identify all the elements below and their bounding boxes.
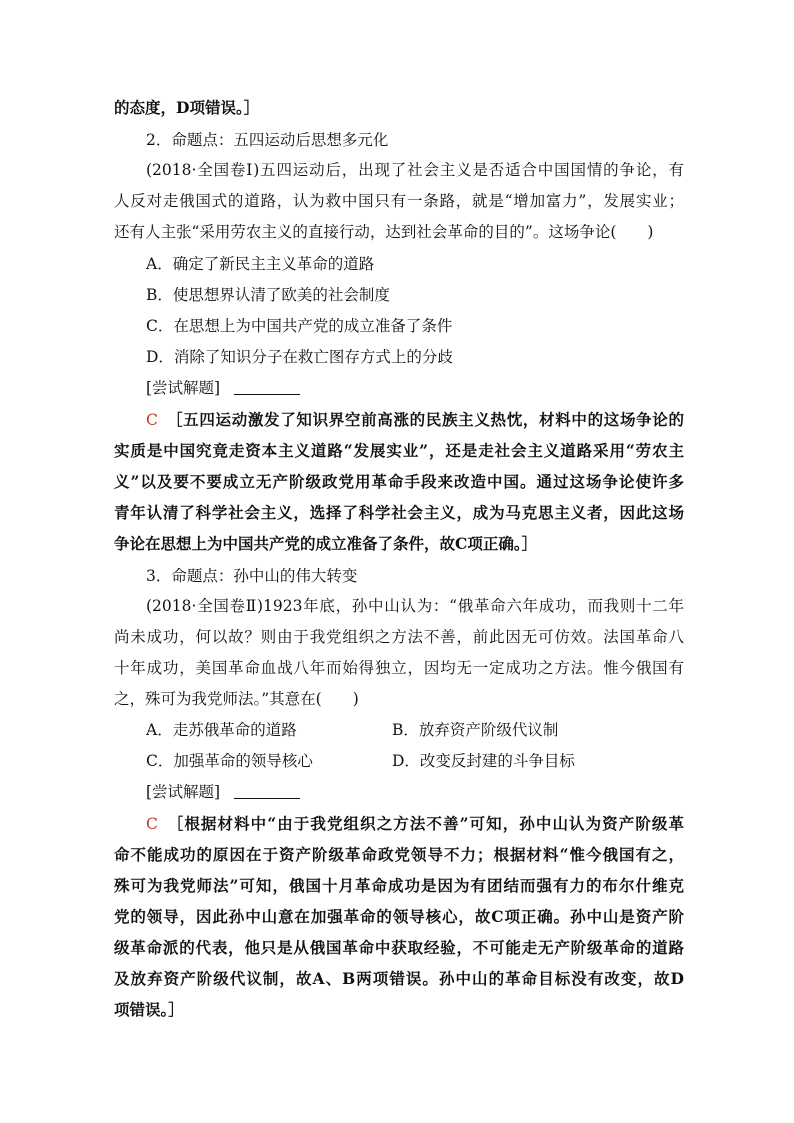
q3-answer-letter: C (146, 815, 158, 833)
q3-stem-line: 之，殊可为我党师法。”其意在( ) (114, 690, 359, 708)
q2-stem-line: (2018·全国卷Ⅰ)五四运动后，出现了社会主义是否适合中国国情的争论，有 (146, 161, 684, 179)
q3-option-d: D．改变反封建的斗争目标 (392, 752, 575, 770)
q3-options-row-1 (146, 720, 716, 740)
q3-stem-line: 尚未成功，何以故？则由于我党组织之方法不善，前此因无可仿效。法国革命八 (114, 628, 684, 646)
q3-analysis-line (146, 814, 684, 834)
q2-heading: 2．命题点：五四运动后思想多元化 (146, 131, 389, 149)
q3-stem-line: 十年成功，美国革命血战八年而始得独立，因均无一定成功之方法。惟今俄国有 (114, 659, 684, 677)
q3-options-row-2 (146, 751, 716, 771)
q2-stem-line: 还有人主张“采用劳农主义的直接行动，达到社会革命的目的”。这场争论( ) (114, 223, 654, 241)
q3-analysis-line: 命不能成功的原因在于资产阶级革命政党领导不力；根据材料“惟今俄国有之， (114, 845, 684, 864)
q2-try-label: [尝试解题] (146, 379, 221, 397)
q3-heading: 3．命题点：孙中山的伟大转变 (146, 567, 358, 585)
q3-option-a: A．走苏俄革命的道路 (146, 721, 297, 739)
q2-analysis-line: 争论在思想上为中国共产党的成立准备了条件，故C项正确。］ (114, 534, 538, 553)
q3-analysis-line: 殊可为我党师法”可知，俄国十月革命成功是因为有团结而强有力的布尔什维克 (114, 876, 684, 895)
q2-option-d: D．消除了知识分子在救亡图存方式上的分歧 (146, 348, 453, 366)
q2-option-a: A．确定了新民主主义革命的道路 (146, 255, 375, 273)
q2-option-c: C．在思想上为中国共产党的成立准备了条件 (146, 317, 453, 335)
q3-analysis-line: 及放弃资产阶级代议制，故A、B两项错误。孙中山的革命目标没有改变，故D (114, 969, 684, 988)
q3-analysis-line: 党的领导，因此孙中山意在加强革命的领导核心，故C项正确。孙中山是资产阶 (114, 907, 684, 926)
q3-analysis-line: 项错误。］ (114, 1000, 184, 1019)
q2-analysis-line (146, 410, 684, 430)
q2-try-row (146, 378, 716, 398)
q2-answer-blank[interactable] (234, 380, 300, 395)
q2-stem-line: 人反对走俄国式的道路，认为救中国只有一条路，就是“增加富力”，发展实业； (114, 192, 684, 210)
q2-analysis-text: ［五四运动激发了知识界空前高涨的民族主义热忱，材料中的这场争论的 (174, 410, 684, 429)
q3-option-b: B．放弃资产阶级代议制 (392, 721, 559, 739)
q3-analysis-text: ［根据材料中“由于我党组织之方法不善”可知，孙中山认为资产阶级革 (175, 814, 684, 833)
q2-analysis-line: 实质是中国究竟走资本主义道路“发展实业”，还是走社会主义道路采用“劳农主 (114, 441, 684, 460)
q3-try-label: [尝试解题] (146, 783, 221, 801)
q1-analysis-tail: 的态度，D项错误。］ (114, 98, 260, 117)
q3-option-c: C．加强革命的领导核心 (146, 752, 313, 770)
q3-analysis-line: 级革命派的代表，他只是从俄国革命中获取经验，不可能走无产阶级革命的道路 (114, 938, 684, 957)
q2-answer-letter: C (146, 411, 158, 429)
q2-analysis-line: 义”以及要不要成立无产阶级政党用革命手段来改造中国。通过这场争论使许多 (114, 472, 684, 491)
q3-answer-blank[interactable] (234, 784, 300, 799)
q3-try-row (146, 782, 716, 802)
q2-option-b: B．使思想界认清了欧美的社会制度 (146, 286, 390, 304)
q2-analysis-line: 青年认清了科学社会主义，选择了科学社会主义，成为马克思主义者，因此这场 (114, 503, 684, 522)
q3-stem-line: (2018·全国卷Ⅱ)1923年底，孙中山认为：“俄革命六年成功，而我则十二年 (146, 597, 684, 615)
